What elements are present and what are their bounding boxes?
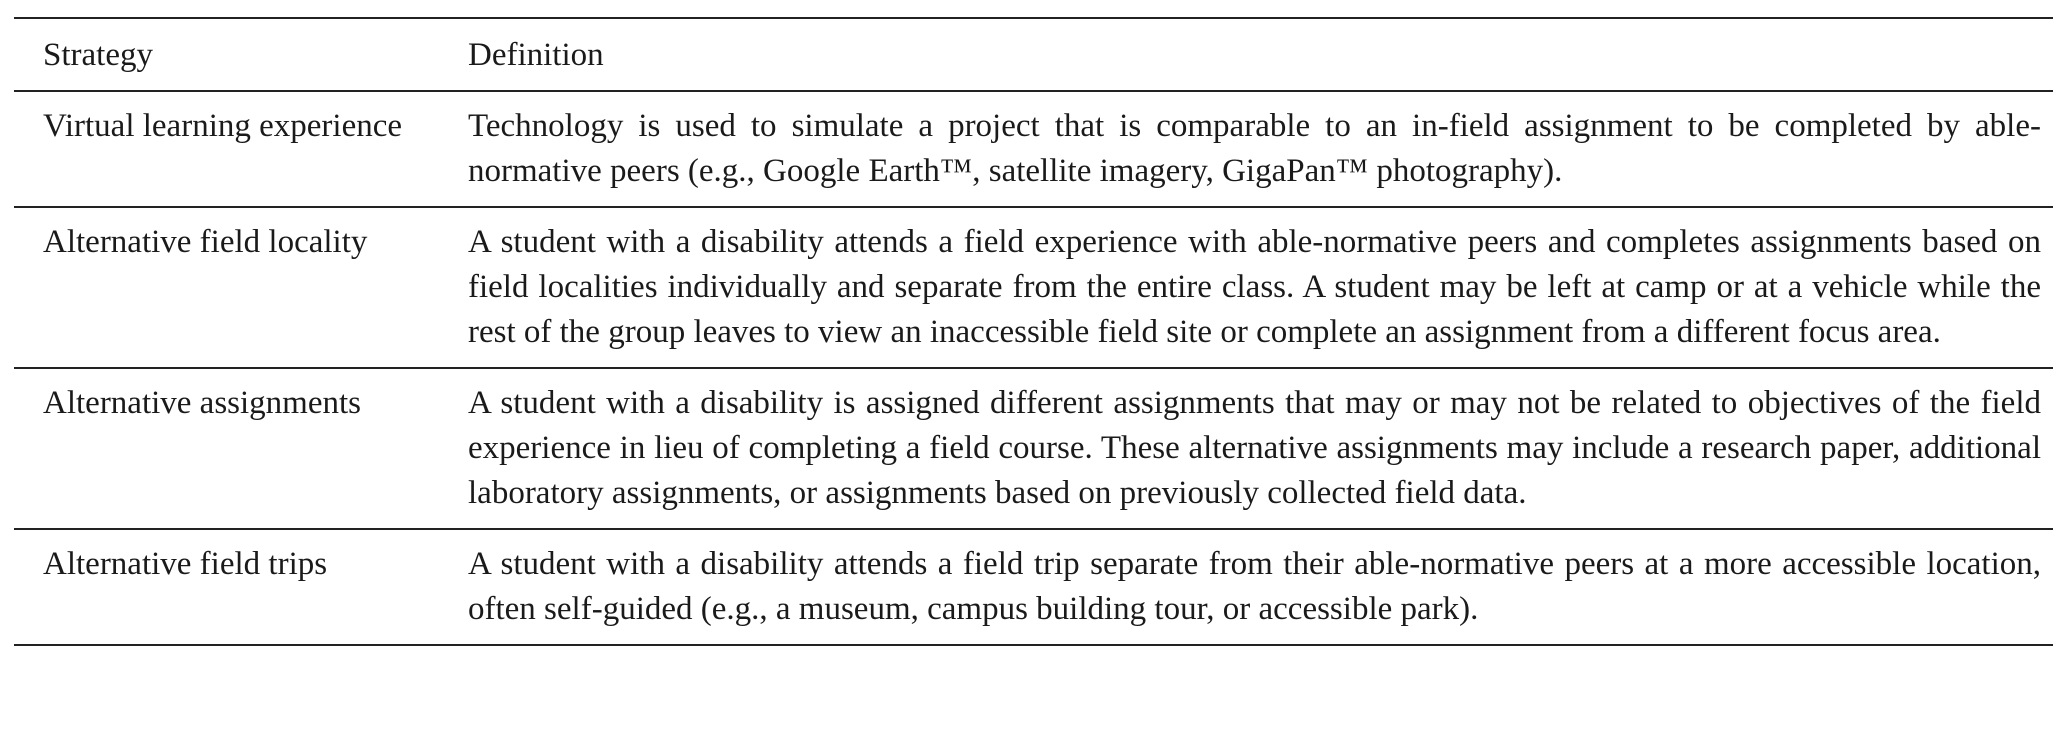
strategy-cell: Alternative field locality (43, 224, 368, 260)
table-header (14, 18, 2053, 91)
strategy-cell: Alternative field trips (43, 546, 328, 582)
table-body (14, 91, 2053, 645)
header-strategy: Strategy (43, 37, 153, 73)
table-row (14, 529, 2053, 645)
strategy-table (14, 17, 2053, 646)
table-row (14, 368, 2053, 529)
strategy-cell: Alternative assignments (43, 385, 362, 421)
table-row (14, 207, 2053, 368)
definition-cell: A student with a disability is assigned different assignments that may or may not be related to objectives of the field experience in lieu of completing a field course. These alternative assignments may include a research paper, additional laboratory assignments, or assignments based on previously collected field data. (468, 385, 2041, 511)
strategy-cell: Virtual learning experience (43, 108, 403, 144)
definition-cell: A student with a disability attends a field trip separate from their able-normative peers at a more accessible location, often self-guided (e.g., a museum, campus building tour, or accessible park). (468, 546, 2041, 627)
header-row (14, 18, 2053, 91)
table-row (14, 91, 2053, 207)
definition-cell: Technology is used to simulate a project that is comparable to an in-field assignment to be completed by able-normative peers (e.g., Google Earth™, satellite imagery, GigaPan™ photography). (468, 108, 2041, 189)
definition-cell: A student with a disability attends a field experience with able-normative peers and completes assignments based on field localities individually and separate from the entire class. A student may be left at camp or at a vehicle while the rest of the group leaves to view an inaccessible field site or complete an assignment from a different focus area. (468, 224, 2041, 350)
header-definition: Definition (468, 37, 604, 73)
